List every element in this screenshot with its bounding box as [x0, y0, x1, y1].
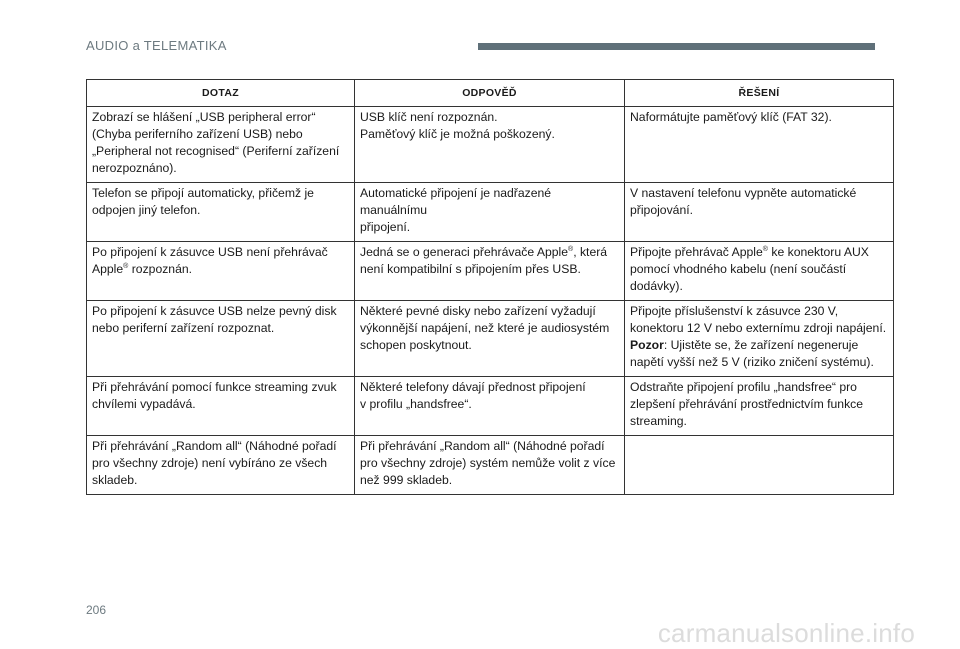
registered-mark: ® — [762, 245, 768, 253]
table-row — [87, 377, 894, 436]
answer-cell: Automatické připojení je nadřazené manuálnímu připojení. — [355, 183, 625, 242]
solution-cell: Odstraňte připojení profilu „handsfree“ pro zlepšení přehrávání prostřednictvím funkce streaming. — [625, 377, 894, 436]
solution-text: Připojte příslušenství k zásuvce 230 V, konektoru 12 V nebo externímu zdroji napájení. — [630, 304, 887, 335]
solution-cell: V nastavení telefonu vypněte automatické připojování. — [625, 183, 894, 242]
question-text-end: rozpoznán. — [128, 262, 193, 276]
warning-label: Pozor — [630, 338, 664, 352]
table-row — [87, 436, 894, 495]
question-cell: Telefon se připojí automaticky, přičemž je odpojen jiný telefon. — [87, 183, 355, 242]
answer-cell: USB klíč není rozpoznán. Paměťový klíč je možná poškozený. — [355, 107, 625, 183]
table-row — [87, 301, 894, 377]
solution-cell — [625, 436, 894, 495]
table-row — [87, 183, 894, 242]
column-header-answer: ODPOVĚĎ — [355, 80, 625, 107]
solution-cell — [625, 242, 894, 301]
question-cell: Při přehrávání pomocí funkce streaming zvuk chvílemi vypadává. — [87, 377, 355, 436]
column-header-solution: ŘEŠENÍ — [625, 80, 894, 107]
question-cell — [87, 242, 355, 301]
solution-cell: Naformátujte paměťový klíč (FAT 32). — [625, 107, 894, 183]
answer-text: Jedná se o generaci přehrávače Apple — [360, 245, 569, 259]
question-cell: Při přehrávání „Random all“ (Náhodné pořadí pro všechny zdroje) není vybíráno ze všech skladeb. — [87, 436, 355, 495]
answer-cell — [355, 242, 625, 301]
answer-cell: Některé pevné disky nebo zařízení vyžadují výkonnější napájení, než které je audiosystém schopen poskytnout. — [355, 301, 625, 377]
table-header-row — [87, 80, 894, 107]
solution-cell — [625, 301, 894, 377]
table-row — [87, 242, 894, 301]
header-accent-bar — [478, 43, 875, 50]
solution-text-end: : Ujistěte se, že zařízení negeneruje napětí vyšší než 5 V (riziko zničení systému). — [630, 338, 874, 369]
page-number: 206 — [86, 603, 107, 617]
answer-cell: Při přehrávání „Random all“ (Náhodné pořadí pro všechny zdroje) systém nemůže volit z více než 999 skladeb. — [355, 436, 625, 495]
registered-mark: ® — [123, 262, 129, 270]
column-header-question: DOTAZ — [87, 80, 355, 107]
answer-cell: Některé telefony dávají přednost připojení v profilu „handsfree“. — [355, 377, 625, 436]
watermark: carmanualsonline.info — [657, 618, 915, 648]
solution-text: Připojte přehrávač Apple — [630, 245, 763, 259]
troubleshooting-table — [86, 79, 894, 495]
question-cell: Zobrazí se hlášení „USB peripheral error“ (Chyba periferního zařízení USB) nebo „Peripheral not recognised“ (Periferní zařízení nerozpoznáno). — [87, 107, 355, 183]
question-cell: Po připojení k zásuvce USB nelze pevný disk nebo periferní zařízení rozpoznat. — [87, 301, 355, 377]
registered-mark: ® — [568, 245, 574, 253]
section-title: AUDIO a TELEMATIKA — [86, 38, 227, 53]
answer-text-end: , která není kompatibilní s připojením přes USB. — [360, 245, 608, 276]
table-row — [87, 107, 894, 183]
solution-text-end: ke konektoru AUX pomocí vhodného kabelu (není součástí dodávky). — [630, 245, 869, 293]
question-text: Po připojení k zásuvce USB není přehrávač Apple — [92, 245, 328, 276]
